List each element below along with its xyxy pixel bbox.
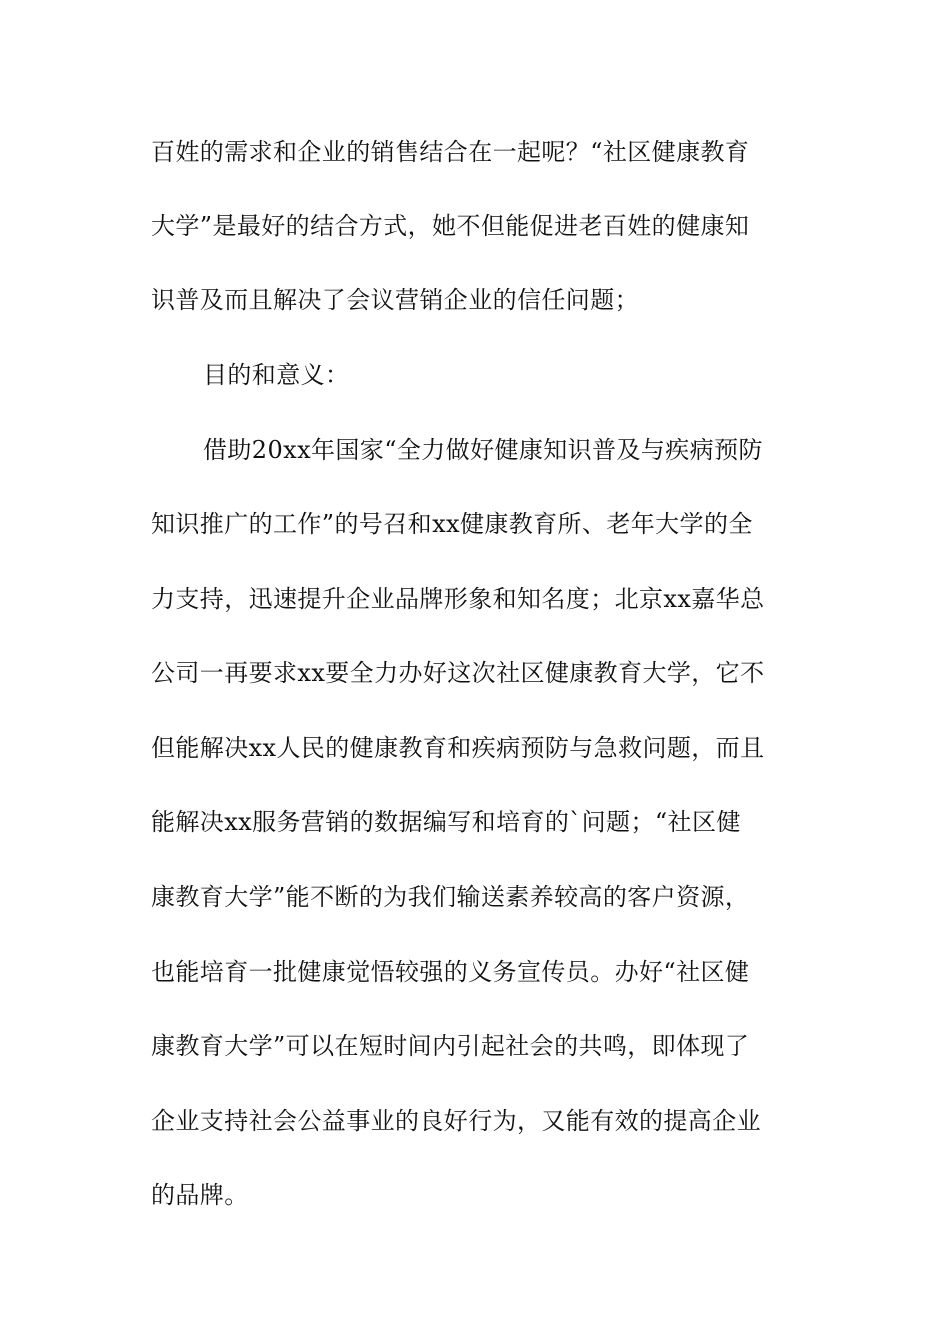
paragraph-line: 康教育大学”可以在短时间内引起社会的共鸣，即体现了 <box>151 1032 750 1060</box>
paragraph-line: 公司一再要求xx要全力办好这次社区健康教育大学，它不 <box>151 659 765 687</box>
paragraph-line: 能解决xx服务营销的数据编写和培育的`问题；“社区健 <box>151 808 741 836</box>
paragraph-line: 借助20xx年国家“全力做好健康知识普及与疾病预防 <box>203 436 763 464</box>
paragraph-line: 力支持，迅速提升企业品牌形象和知名度；北京xx嘉华总 <box>151 585 765 613</box>
paragraph-line: 康教育大学”能不断的为我们输送素养较高的客户资源， <box>151 883 750 911</box>
paragraph-line: 企业支持社会公益事业的良好行为，又能有效的提高企业 <box>151 1107 761 1135</box>
paragraph-line: 知识推广的工作”的号召和xx健康教育所、老年大学的全 <box>151 510 753 538</box>
paragraph-line: 但能解决xx人民的健康教育和疾病预防与急救问题，而且 <box>151 734 765 762</box>
paragraph-line: 百姓的需求和企业的销售结合在一起呢？“社区健康教育 <box>151 138 750 166</box>
section-heading: 目的和意义： <box>203 361 350 389</box>
paragraph-line: 识普及而且解决了会议营销企业的信任问题； <box>151 286 639 314</box>
paragraph-line: 大学”是最好的结合方式，她不但能促进老百姓的健康知 <box>151 212 750 240</box>
paragraph-line: 也能培育一批健康觉悟较强的义务宣传员。办好“社区健 <box>151 958 750 986</box>
paragraph-line: 的品牌。 <box>151 1181 249 1209</box>
